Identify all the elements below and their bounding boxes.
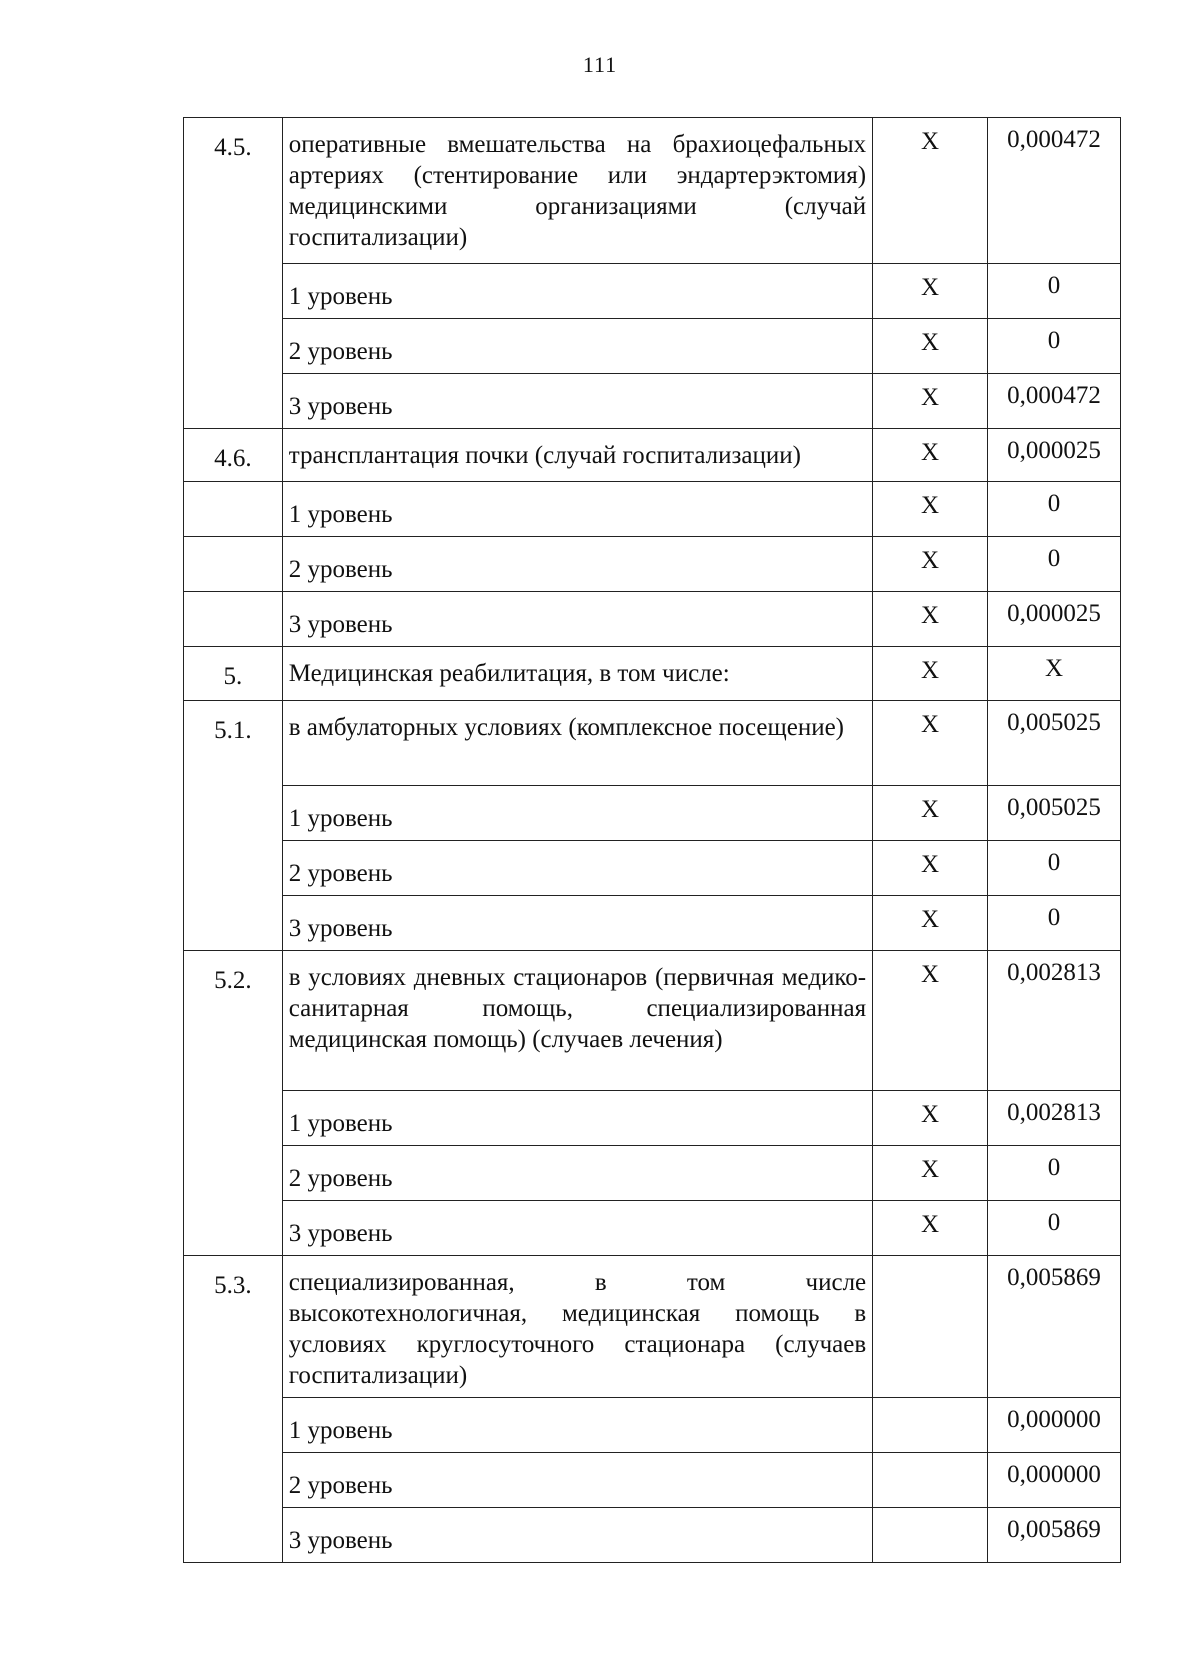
table-row — [184, 701, 1121, 786]
row-name: оперативные вмешательства на брахиоцефальных артериях (стентирование или эндартерэктомия) медицинскими организациями (случай госпитализации) — [282, 118, 872, 264]
level-x-mark — [873, 1453, 988, 1508]
level-name: 3 уровень — [282, 374, 872, 429]
row-number-empty — [184, 537, 283, 592]
row-value: 0,002813 — [987, 951, 1120, 1091]
row-x-mark: X — [873, 118, 988, 264]
row-x-mark: X — [873, 647, 988, 701]
level-value: 0,005025 — [987, 786, 1120, 841]
table-row — [184, 841, 1121, 896]
level-name: 1 уровень — [282, 264, 872, 319]
table-row — [184, 537, 1121, 592]
level-value: 0 — [987, 264, 1120, 319]
table-row — [184, 319, 1121, 374]
row-name: в условиях дневных стационаров (первичная медико-санитарная помощь, специализированная медицинская помощь) (случаев лечения) — [282, 951, 872, 1091]
table-row — [184, 786, 1121, 841]
level-name: 1 уровень — [282, 786, 872, 841]
level-value: 0 — [987, 841, 1120, 896]
table-row — [184, 592, 1121, 647]
level-x-mark: X — [873, 896, 988, 951]
level-x-mark: X — [873, 1146, 988, 1201]
level-x-mark: X — [873, 264, 988, 319]
level-x-mark — [873, 1508, 988, 1563]
table-row — [184, 1146, 1121, 1201]
row-name: в амбулаторных условиях (комплексное посещение) — [282, 701, 872, 786]
level-name: 3 уровень — [282, 896, 872, 951]
row-value: 0,000025 — [987, 429, 1120, 482]
level-name: 2 уровень — [282, 841, 872, 896]
level-value: 0 — [987, 896, 1120, 951]
level-x-mark: X — [873, 1091, 988, 1146]
page-number: 111 — [582, 52, 618, 77]
row-number: 5. — [184, 647, 283, 701]
table-row — [184, 1453, 1121, 1508]
row-x-mark: X — [873, 429, 988, 482]
row-x-mark: X — [873, 701, 988, 786]
row-name: трансплантация почки (случай госпитализации) — [282, 429, 872, 482]
level-value: 0 — [987, 1201, 1120, 1256]
row-value: 0,005869 — [987, 1256, 1120, 1398]
table-row — [184, 1201, 1121, 1256]
level-name: 2 уровень — [282, 1453, 872, 1508]
table-row — [184, 951, 1121, 1091]
table-row — [184, 896, 1121, 951]
row-number: 5.3. — [184, 1256, 283, 1563]
row-name: специализированная, в том числе высокотехнологичная, медицинская помощь в условиях круглосуточного стационара (случаев госпитализации) — [282, 1256, 872, 1398]
level-value: 0 — [987, 482, 1120, 537]
table-row — [184, 374, 1121, 429]
level-name: 3 уровень — [282, 1508, 872, 1563]
row-number-empty — [184, 592, 283, 647]
table-row — [184, 264, 1121, 319]
level-name: 1 уровень — [282, 1091, 872, 1146]
table-row — [184, 1256, 1121, 1398]
level-name: 3 уровень — [282, 1201, 872, 1256]
row-number-empty — [184, 482, 283, 537]
level-value: 0 — [987, 537, 1120, 592]
table-row — [184, 1508, 1121, 1563]
table-row — [184, 429, 1121, 482]
level-name: 1 уровень — [282, 482, 872, 537]
level-x-mark: X — [873, 1201, 988, 1256]
level-x-mark: X — [873, 482, 988, 537]
level-value: 0,000000 — [987, 1398, 1120, 1453]
table-row — [184, 118, 1121, 264]
level-name: 2 уровень — [282, 319, 872, 374]
level-value: 0 — [987, 319, 1120, 374]
level-name: 2 уровень — [282, 537, 872, 592]
row-x-mark: X — [873, 951, 988, 1091]
row-name: Медицинская реабилитация, в том числе: — [282, 647, 872, 701]
level-x-mark: X — [873, 841, 988, 896]
level-name: 2 уровень — [282, 1146, 872, 1201]
level-x-mark: X — [873, 537, 988, 592]
level-x-mark: X — [873, 592, 988, 647]
row-value: 0,000472 — [987, 118, 1120, 264]
level-value: 0,005869 — [987, 1508, 1120, 1563]
row-number: 5.2. — [184, 951, 283, 1256]
level-value: 0,000000 — [987, 1453, 1120, 1508]
level-value: 0,000025 — [987, 592, 1120, 647]
level-value: 0,000472 — [987, 374, 1120, 429]
row-x-mark — [873, 1256, 988, 1398]
table-row — [184, 647, 1121, 701]
row-value: 0,005025 — [987, 701, 1120, 786]
level-x-mark: X — [873, 319, 988, 374]
table-row — [184, 482, 1121, 537]
level-x-mark: X — [873, 786, 988, 841]
level-name: 3 уровень — [282, 592, 872, 647]
row-number: 5.1. — [184, 701, 283, 951]
level-x-mark — [873, 1398, 988, 1453]
row-value: X — [987, 647, 1120, 701]
level-value: 0,002813 — [987, 1091, 1120, 1146]
norms-table — [183, 117, 1121, 1563]
row-number: 4.6. — [184, 429, 283, 482]
row-number: 4.5. — [184, 118, 283, 429]
table-row — [184, 1398, 1121, 1453]
level-name: 1 уровень — [282, 1398, 872, 1453]
table-row — [184, 1091, 1121, 1146]
level-x-mark: X — [873, 374, 988, 429]
level-value: 0 — [987, 1146, 1120, 1201]
